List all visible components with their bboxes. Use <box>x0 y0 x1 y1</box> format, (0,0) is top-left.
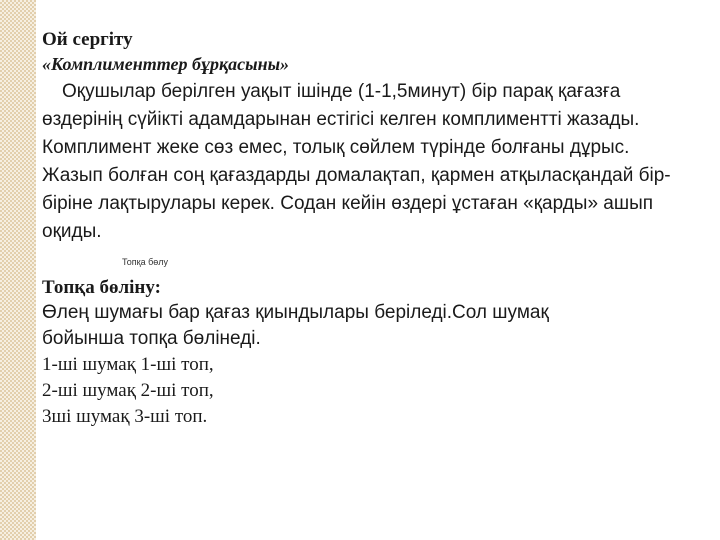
slide-title: Ой сергіту <box>42 29 133 50</box>
slide-content <box>42 28 682 430</box>
section-line: Өлең шумағы бар қағаз қиындылары беріледі.Сол шумақ <box>42 302 549 323</box>
instruction-paragraph: Оқушылар берілген уақыт ішінде (1-1,5минут) бір парақ қағазға өздерінің сүйікті адамдарынан естігісі келген комплиментті жазады. Комплимент жеке сөз емес, толық сөйлем түрінде болғаны дұрыс. Жазып болған соң қағаздарды домалақтап, қармен атқыласқандай бір-біріне лақтырулары керек. Содан кейін өздері ұстаған «қарды» ашып оқиды. <box>42 81 671 242</box>
slide-subtitle: «Комплименттер бұрқасыны» <box>42 54 290 74</box>
image-caption: Топқа бөлу <box>122 257 169 267</box>
decorative-side-strip <box>0 0 36 540</box>
section-title: Топқа бөліну: <box>42 277 161 298</box>
section-line: 2-ші шумақ 2-ші топ, <box>42 380 214 401</box>
section-line: 3ші шумақ 3-ші топ. <box>42 406 208 427</box>
section-line: бойынша топқа бөлінеді. <box>42 328 261 349</box>
section-line: 1-ші шумақ 1-ші топ, <box>42 354 214 375</box>
